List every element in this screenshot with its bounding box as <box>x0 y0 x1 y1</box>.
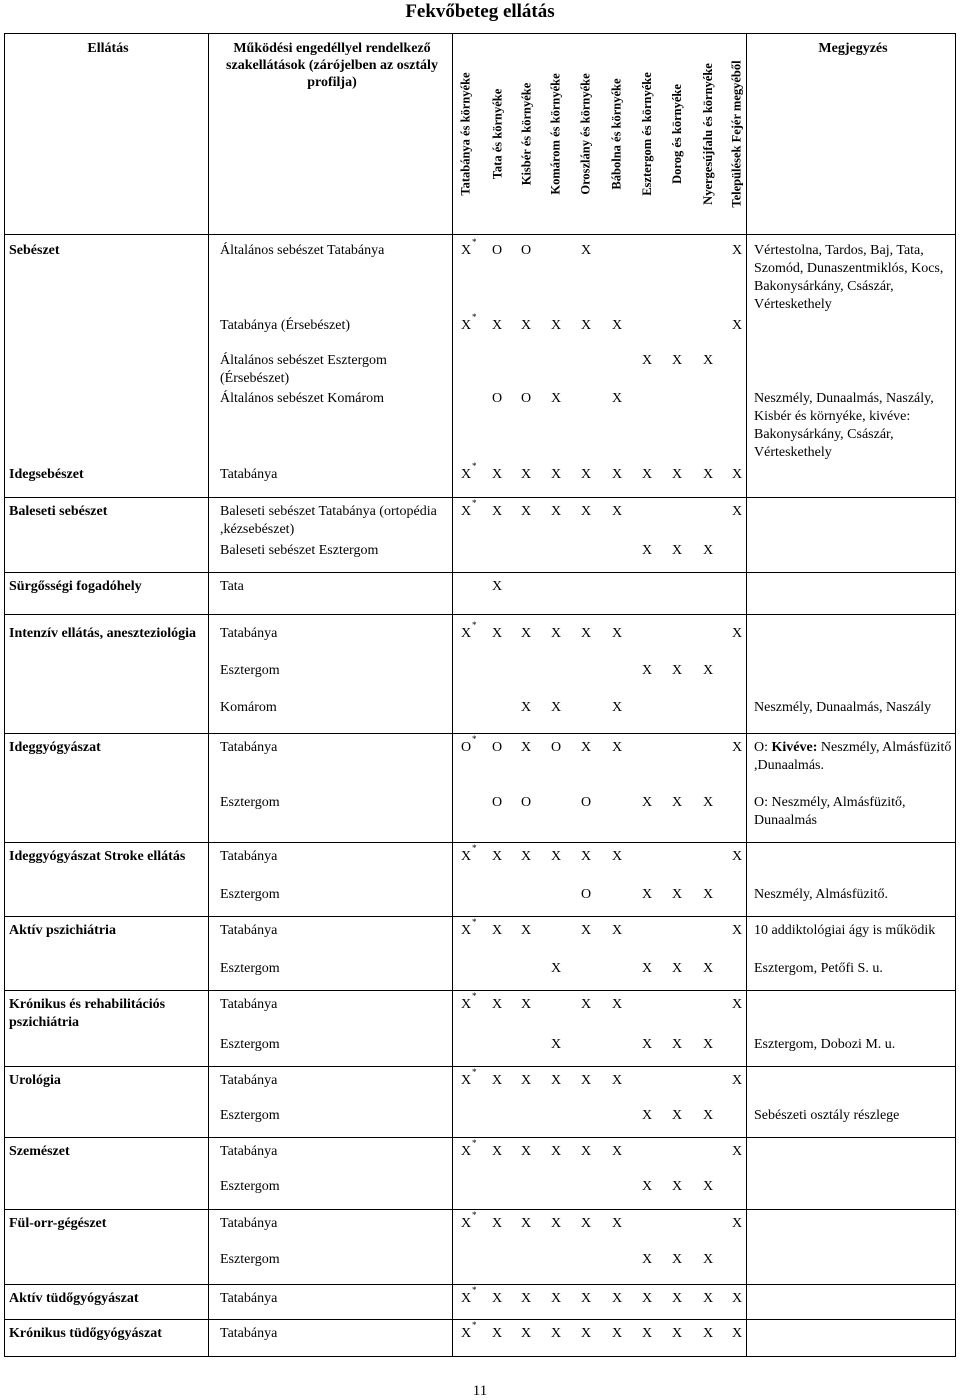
cell-mark: X <box>641 1252 653 1267</box>
row-service: Tatabánya <box>220 626 278 641</box>
cell-mark: X <box>491 626 503 641</box>
cell-mark: X <box>731 1144 743 1159</box>
cell-mark: X <box>550 1073 562 1088</box>
row-service: Tatabánya <box>220 1144 278 1159</box>
row-category: Baleseti sebészet <box>9 504 108 519</box>
row-service: Tatabánya <box>220 740 278 755</box>
cell-mark: X <box>491 997 503 1012</box>
cell-mark: X <box>671 1037 683 1052</box>
row-note: 10 addiktológiai ágy is működik <box>754 923 936 938</box>
cell-mark: O <box>580 887 592 902</box>
cell-mark: X <box>580 504 592 519</box>
row-service: Tatabánya <box>220 849 278 864</box>
cell-mark: X <box>550 700 562 715</box>
cell-mark: X <box>491 467 503 482</box>
cell-mark: X <box>641 1291 653 1306</box>
row-divider <box>4 572 956 573</box>
page-title: Fekvőbeteg ellátás <box>405 1 555 22</box>
row-service: Tata <box>220 579 244 594</box>
cell-mark: X <box>611 700 623 715</box>
cell-mark: X <box>491 318 503 333</box>
cell-mark: X <box>731 504 743 519</box>
cell-mark: X <box>491 579 503 594</box>
cell-mark: X <box>520 467 532 482</box>
page-number: 11 <box>472 1383 488 1399</box>
row-service: Általános sebészet Esztergom (Érsebészet) <box>220 353 387 386</box>
cell-mark: X * <box>460 1067 477 1088</box>
cell-mark: X <box>580 1326 592 1341</box>
cell-mark: X <box>641 353 653 368</box>
cell-mark: X <box>731 243 743 258</box>
cell-mark: X <box>671 795 683 810</box>
cell-mark: X <box>611 504 623 519</box>
cell-mark: X <box>731 1073 743 1088</box>
cell-mark: X <box>580 1216 592 1231</box>
cell-mark: X <box>611 467 623 482</box>
column-header <box>575 38 597 230</box>
cell-mark: X <box>611 1144 623 1159</box>
cell-mark: X <box>520 1144 532 1159</box>
cell-mark: X <box>580 626 592 641</box>
cell-mark: X <box>611 997 623 1012</box>
column-header-label: Települések Fejér megyéből <box>730 60 745 208</box>
row-divider <box>4 497 956 498</box>
cell-mark: X * <box>460 620 477 641</box>
column-header-label: Oroszlány és környéke <box>579 73 594 195</box>
row-divider <box>4 733 956 734</box>
cell-mark: X <box>702 795 714 810</box>
column-header-label: Tatabánya és környéke <box>459 72 474 196</box>
cell-mark: X <box>702 961 714 976</box>
cell-mark: X <box>550 961 562 976</box>
column-header <box>606 38 628 230</box>
row-service: Esztergom <box>220 1037 280 1052</box>
cell-mark: X <box>611 391 623 406</box>
cell-mark: X * <box>460 237 477 258</box>
cell-mark: X <box>520 923 532 938</box>
cell-mark: X * <box>460 498 477 519</box>
cell-mark: X <box>520 504 532 519</box>
cell-mark: X * <box>460 991 477 1012</box>
row-service: Tatabánya <box>220 1326 278 1341</box>
header-ellatas: Ellátás <box>87 41 129 56</box>
row-service: Esztergom <box>220 663 280 678</box>
row-divider <box>4 990 956 991</box>
cell-mark: X <box>580 740 592 755</box>
row-service: Tatabánya <box>220 997 278 1012</box>
row-service: Esztergom <box>220 1108 280 1123</box>
cell-mark: X <box>641 961 653 976</box>
header-divider <box>4 234 956 235</box>
row-category: Fül-orr-gégészet <box>9 1216 107 1231</box>
cell-mark: X <box>611 318 623 333</box>
cell-mark: X * <box>460 843 477 864</box>
cell-mark: X <box>580 1144 592 1159</box>
cell-mark: X <box>641 1179 653 1194</box>
cell-mark: X <box>550 1144 562 1159</box>
cell-mark: X <box>550 849 562 864</box>
cell-mark: X <box>641 1037 653 1052</box>
column-header <box>697 38 719 230</box>
cell-mark: X <box>550 391 562 406</box>
cell-mark: X <box>641 467 653 482</box>
cell-mark: X <box>731 626 743 641</box>
cell-mark: X <box>702 887 714 902</box>
cell-mark: X <box>520 1326 532 1341</box>
cell-mark: O <box>491 795 503 810</box>
cell-mark: X <box>611 923 623 938</box>
cell-mark: X <box>520 318 532 333</box>
cell-mark: X <box>671 1108 683 1123</box>
cell-mark: O <box>491 391 503 406</box>
cell-mark: X <box>702 1108 714 1123</box>
row-service: Esztergom <box>220 1252 280 1267</box>
row-service: Általános sebészet Komárom <box>220 391 385 406</box>
row-category: Ideggyógyászat <box>9 740 101 755</box>
cell-mark: X <box>731 1326 743 1341</box>
cell-mark: X <box>550 1037 562 1052</box>
row-divider <box>4 1319 956 1320</box>
cell-mark: X <box>702 1291 714 1306</box>
cell-mark: X * <box>460 1320 477 1341</box>
cell-mark: X <box>671 1291 683 1306</box>
row-category: Szemészet <box>9 1144 70 1159</box>
cell-mark: O <box>520 391 532 406</box>
cell-mark: X <box>702 663 714 678</box>
header-megjegyzes: Megjegyzés <box>818 41 888 56</box>
cell-mark: X <box>520 997 532 1012</box>
cell-mark: X <box>671 663 683 678</box>
cell-mark: X <box>702 1037 714 1052</box>
row-divider <box>4 1209 956 1210</box>
cell-mark: X <box>491 504 503 519</box>
cell-mark: X <box>520 1216 532 1231</box>
cell-mark: X <box>702 353 714 368</box>
row-service: Tatabánya <box>220 1291 278 1306</box>
cell-mark: O <box>491 740 503 755</box>
cell-mark: X <box>702 1252 714 1267</box>
row-service: Általános sebészet Tatabánya <box>220 243 385 258</box>
column-header <box>515 38 537 230</box>
row-divider <box>4 1066 956 1067</box>
cell-mark: X <box>491 1326 503 1341</box>
cell-mark: X <box>671 887 683 902</box>
cell-mark: X <box>671 1252 683 1267</box>
cell-mark: X <box>731 1216 743 1231</box>
cell-mark: X <box>550 1291 562 1306</box>
row-divider <box>4 614 956 615</box>
cell-mark: X <box>731 318 743 333</box>
row-category: Idegsebészet <box>9 467 84 482</box>
cell-mark: X <box>641 1108 653 1123</box>
cell-mark: X <box>520 1073 532 1088</box>
row-service: Tatabánya (Érsebészet) <box>220 318 350 333</box>
cell-mark: X <box>550 1326 562 1341</box>
cell-mark: X <box>611 1291 623 1306</box>
cell-mark: O * <box>460 734 477 755</box>
cell-mark: O <box>580 795 592 810</box>
row-category: Ideggyógyászat Stroke ellátás <box>9 849 186 864</box>
row-category: Intenzív ellátás, aneszteziológia <box>9 626 197 641</box>
cell-mark: X <box>731 467 743 482</box>
row-category: Aktív tüdőgyógyászat <box>9 1291 139 1306</box>
column-header <box>486 38 508 230</box>
row-note: Sebészeti osztály részlege <box>754 1108 900 1123</box>
row-note: Neszmély, Dunaalmás, Naszály <box>754 700 932 715</box>
cell-mark: X <box>671 543 683 558</box>
column-header <box>636 38 658 230</box>
cell-mark: X <box>580 997 592 1012</box>
cell-mark: X <box>550 467 562 482</box>
row-service: Tatabánya <box>220 1216 278 1231</box>
column-header <box>545 38 567 230</box>
cell-mark: X <box>491 923 503 938</box>
row-note: Neszmély, Almásfüzitő. <box>754 887 889 902</box>
row-service: Esztergom <box>220 795 280 810</box>
cell-mark: X <box>731 740 743 755</box>
column-header <box>455 38 477 230</box>
cell-mark: X <box>550 504 562 519</box>
row-service: Baleseti sebészet Esztergom <box>220 543 379 558</box>
cell-mark: X <box>731 997 743 1012</box>
cell-mark: X <box>671 1179 683 1194</box>
cell-mark: X <box>580 318 592 333</box>
cell-mark: X * <box>460 1138 477 1159</box>
cell-mark: X <box>580 243 592 258</box>
row-category: Sebészet <box>9 243 60 258</box>
cell-mark: X <box>611 1073 623 1088</box>
cell-mark: O <box>520 795 532 810</box>
cell-mark: X <box>550 1216 562 1231</box>
row-divider <box>4 916 956 917</box>
cell-mark: X <box>580 923 592 938</box>
cell-mark: X <box>611 626 623 641</box>
column-header-label: Nyergesújfalu és környéke <box>701 63 715 205</box>
cell-mark: O <box>550 740 562 755</box>
cell-mark: X <box>702 543 714 558</box>
column-header-label: Komárom és környéke <box>549 73 564 195</box>
column-header <box>666 38 688 230</box>
row-note: Esztergom, Dobozi M. u. <box>754 1037 896 1052</box>
cell-mark: X <box>702 467 714 482</box>
cell-mark: X <box>520 849 532 864</box>
cell-mark: X <box>731 849 743 864</box>
cell-mark: X <box>491 1216 503 1231</box>
cell-mark: X <box>491 1291 503 1306</box>
row-service: Tatabánya <box>220 467 278 482</box>
row-category: Aktív pszichiátria <box>9 923 116 938</box>
cell-mark: X <box>671 961 683 976</box>
column-header-label: Kisbér és környéke <box>519 82 534 186</box>
cell-mark: X * <box>460 1210 477 1231</box>
column-divider <box>208 33 209 1357</box>
row-note: Esztergom, Petőfi S. u. <box>754 961 883 976</box>
row-note: O: Kivéve: Neszmély, Almásfüzitő ,Dunaalmás. <box>754 740 952 773</box>
row-service: Esztergom <box>220 961 280 976</box>
cell-mark: X <box>491 1073 503 1088</box>
row-category: Sürgősségi fogadóhely <box>9 579 142 594</box>
column-header-label: Esztergom és környéke <box>640 72 654 196</box>
row-divider <box>4 1137 956 1138</box>
row-service: Esztergom <box>220 887 280 902</box>
row-divider <box>4 1284 956 1285</box>
row-service: Baleseti sebészet Tatabánya (ortopédia ,kézsebészet) <box>220 504 437 537</box>
cell-mark: O <box>491 243 503 258</box>
cell-mark: X * <box>460 917 477 938</box>
cell-mark: X <box>520 700 532 715</box>
cell-mark: X <box>641 543 653 558</box>
cell-mark: X <box>671 353 683 368</box>
cell-mark: X <box>702 1179 714 1194</box>
cell-mark: X <box>671 467 683 482</box>
row-service: Esztergom <box>220 1179 280 1194</box>
row-note: Vértestolna, Tardos, Baj, Tata, Szomód, Dunaszentmiklós, Kocs, Bakonysárkány, Császár, Vérteskethely <box>754 243 944 312</box>
cell-mark: O <box>520 243 532 258</box>
cell-mark: X <box>611 1216 623 1231</box>
cell-mark: X * <box>460 1285 477 1306</box>
cell-mark: X <box>671 1326 683 1341</box>
row-service: Tatabánya <box>220 1073 278 1088</box>
cell-mark: X <box>491 849 503 864</box>
cell-mark: X <box>641 1326 653 1341</box>
cell-mark: X <box>611 740 623 755</box>
header-profile: Működési engedéllyel rendelkező szakellátások (zárójelben az osztály profilja) <box>226 41 438 90</box>
cell-mark: X <box>641 663 653 678</box>
cell-mark: X <box>641 795 653 810</box>
row-service: Tatabánya <box>220 923 278 938</box>
cell-mark: X <box>550 318 562 333</box>
cell-mark: X <box>491 1144 503 1159</box>
cell-mark: X <box>520 626 532 641</box>
cell-mark: X * <box>460 312 477 333</box>
cell-mark: X <box>580 1291 592 1306</box>
column-header <box>726 38 748 230</box>
row-category: Krónikus és rehabilitációs pszichiátria <box>9 997 166 1030</box>
row-service: Komárom <box>220 700 277 715</box>
cell-mark: X <box>611 849 623 864</box>
cell-mark: X <box>702 1326 714 1341</box>
cell-mark: X <box>580 1073 592 1088</box>
column-header-label: Bábolna és környéke <box>610 78 625 190</box>
row-divider <box>4 842 956 843</box>
cell-mark: X <box>550 626 562 641</box>
column-divider <box>452 33 453 1357</box>
cell-mark: X * <box>460 461 477 482</box>
cell-mark: X <box>520 740 532 755</box>
row-category: Urológia <box>9 1073 61 1088</box>
column-header-label: Tata és környéke <box>490 88 505 180</box>
row-note: O: Neszmély, Almásfüzitő, Dunaalmás <box>754 795 906 828</box>
cell-mark: X <box>731 1291 743 1306</box>
cell-mark: X <box>580 849 592 864</box>
cell-mark: X <box>731 923 743 938</box>
row-note: Neszmély, Dunaalmás, Naszály, Kisbér és környéke, kivéve: Bakonysárkány, Császár, Vérteskethely <box>754 391 934 460</box>
cell-mark: X <box>520 1291 532 1306</box>
column-header-label: Dorog és környéke <box>670 84 685 184</box>
cell-mark: X <box>611 1326 623 1341</box>
row-category: Krónikus tüdőgyógyászat <box>9 1326 162 1341</box>
cell-mark: X <box>580 467 592 482</box>
cell-mark: X <box>641 887 653 902</box>
